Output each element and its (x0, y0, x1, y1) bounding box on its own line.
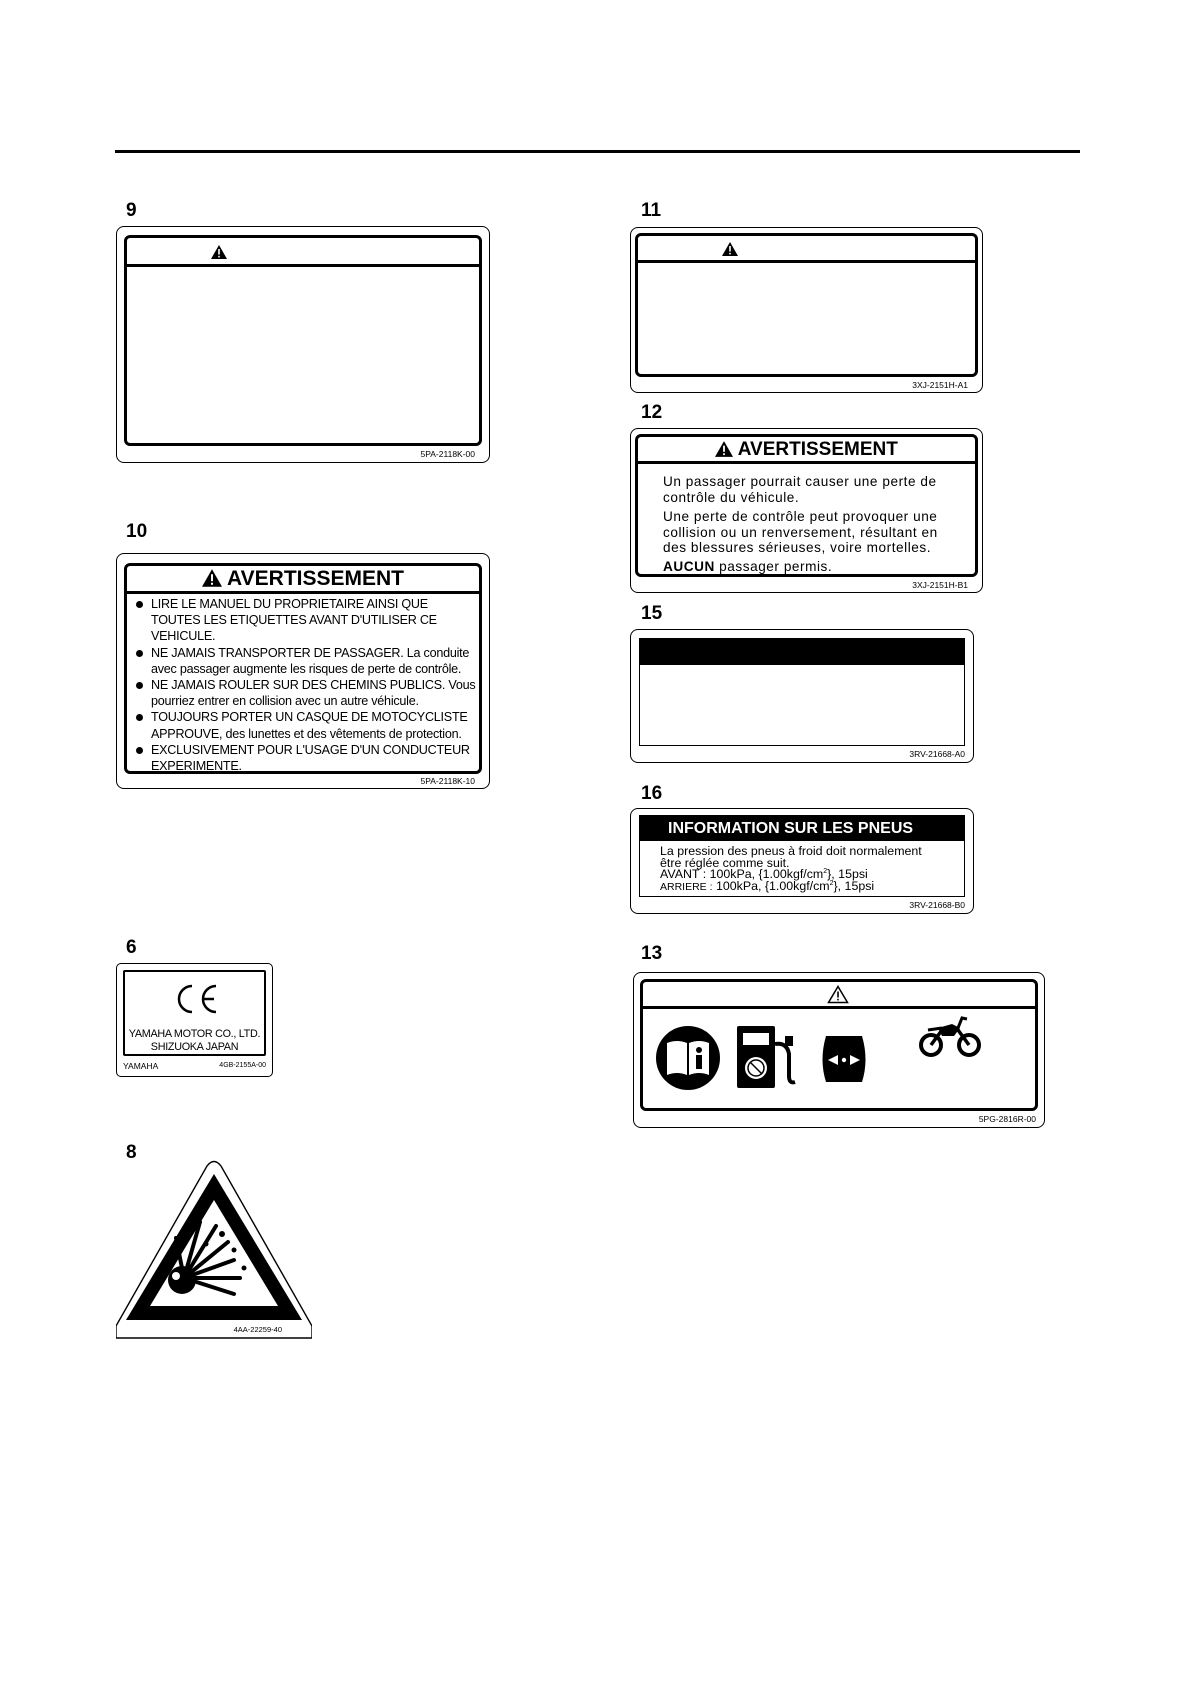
label-13-code: 5PG-2816R-00 (978, 1114, 1036, 1124)
label-11-code: 3XJ-2151H-A1 (912, 380, 968, 390)
front-label: AVANT : (660, 867, 707, 882)
label-16-text (660, 846, 922, 893)
label-6-code: 4GB-2155A-00 (219, 1062, 266, 1069)
label-13-frame (640, 979, 1038, 1111)
label-16-line1: La pression des pneus à froid doit normalement (660, 844, 922, 858)
label-10-code: 5PA-2118K-10 (420, 776, 475, 786)
label-10 (116, 553, 490, 789)
label-13 (633, 972, 1045, 1128)
label-13-number: 13 (641, 943, 663, 964)
list-item: NE JAMAIS ROULER SUR DES CHEMINS PUBLICS. Vous pourriez entrer en collision avec un autre véhicule. (135, 677, 477, 709)
label-12-paragraph-1: Un passager pourrait causer une perte de contrôle du véhicule. (663, 474, 937, 505)
label-8-number: 8 (126, 1142, 137, 1163)
label-16-code: 3RV-21668-B0 (909, 900, 965, 910)
warning-triangle-icon (715, 441, 733, 457)
label-12-number: 12 (641, 402, 663, 423)
label-9-header (127, 238, 479, 267)
label-10-number: 10 (126, 521, 148, 542)
label-9-code: 5PA-2118K-00 (420, 449, 475, 459)
label-15-number: 15 (641, 603, 663, 624)
label-10-frame (124, 563, 482, 774)
label-13-header (643, 982, 1035, 1009)
label-8 (116, 1160, 312, 1340)
label-12-aucun: AUCUN (663, 559, 715, 574)
rear-psi: }, 15psi (833, 878, 875, 893)
explosion-warning-icon (116, 1160, 312, 1340)
rear-value: 100kPa, {1.00kgf/cm (715, 878, 830, 893)
label-15-code: 3RV-21668-A0 (909, 749, 965, 759)
label-12-permis: passager permis. (714, 559, 833, 574)
warning-triangle-icon (827, 985, 849, 1004)
ce-mark-icon (170, 982, 220, 1016)
dirt-bike-icon (918, 1016, 982, 1058)
list-item: EXCLUSIVEMENT POUR L'USAGE D'UN CONDUCTEUR EXPERIMENTE. (135, 742, 477, 774)
warning-triangle-icon (211, 245, 227, 259)
label-6-line2: SHIZUOKA JAPAN (150, 1041, 239, 1053)
tire-pressure-icon (816, 1032, 872, 1088)
label-12 (630, 428, 983, 593)
label-10-list (135, 596, 477, 774)
label-9 (116, 226, 490, 463)
rear-exponent: 2 (829, 879, 834, 887)
label-11-frame (635, 233, 978, 377)
label-12-paragraph-3 (663, 559, 963, 575)
label-12-code: 3XJ-2151H-B1 (912, 580, 968, 590)
list-item: LIRE LE MANUEL DU PROPRIETAIRE AINSI QUE TOUTES LES ETIQUETTES AVANT D'UTILISER CE VEHICULE. (135, 596, 477, 645)
label-6-number: 6 (126, 937, 137, 958)
label-6-line1: YAMAHA MOTOR CO., LTD. (128, 1028, 261, 1040)
label-10-header (127, 566, 479, 594)
list-item: TOUJOURS PORTER UN CASQUE DE MOTOCYCLISTE APPROUVE, des lunettes et des vêtements de protection. (135, 709, 477, 741)
unleaded-fuel-icon (735, 1024, 801, 1090)
warning-triangle-icon (722, 242, 738, 256)
label-9-number: 9 (126, 200, 137, 221)
label-16-title: INFORMATION SUR LES PNEUS (640, 816, 964, 841)
label-6-brand: YAMAHA (123, 1061, 159, 1071)
label-12-header (638, 437, 975, 464)
list-item: NE JAMAIS TRANSPORTER DE PASSAGER. La conduite avec passager augmente les risques de perte de contrôle. (135, 645, 477, 677)
label-11 (630, 227, 983, 393)
label-11-header (638, 236, 975, 263)
owners-manual-icon (655, 1025, 721, 1091)
label-16-number: 16 (641, 783, 663, 804)
warning-triangle-icon (202, 569, 222, 587)
label-12-title: AVERTISSEMENT (737, 439, 898, 460)
label-15-frame (639, 638, 965, 746)
label-16-line2: être réglée comme suit. (660, 855, 790, 870)
front-value: 100kPa, {1.00kgf/cm (709, 867, 824, 882)
label-12-paragraph-2: Une perte de contrôle peut provoquer une collision ou un renversement, résultant en des blessures sérieuses, voire mortelles. (663, 509, 938, 555)
label-6-frame (123, 970, 266, 1056)
label-15 (630, 629, 974, 763)
label-12-frame (635, 434, 978, 577)
label-8-code: 4AA-22259-40 (233, 1325, 282, 1334)
label-10-title: AVERTISSEMENT (227, 567, 405, 590)
rear-label: ARRIERE : (660, 880, 713, 893)
header-rule (115, 150, 1080, 153)
label-9-frame (124, 235, 482, 446)
front-exponent: 2 (823, 868, 828, 876)
label-15-header (640, 639, 964, 665)
front-psi: }, 15psi (827, 867, 868, 882)
label-16-rear (660, 878, 922, 894)
label-11-number: 11 (641, 200, 662, 221)
label-6 (116, 963, 273, 1077)
label-16 (630, 808, 974, 914)
